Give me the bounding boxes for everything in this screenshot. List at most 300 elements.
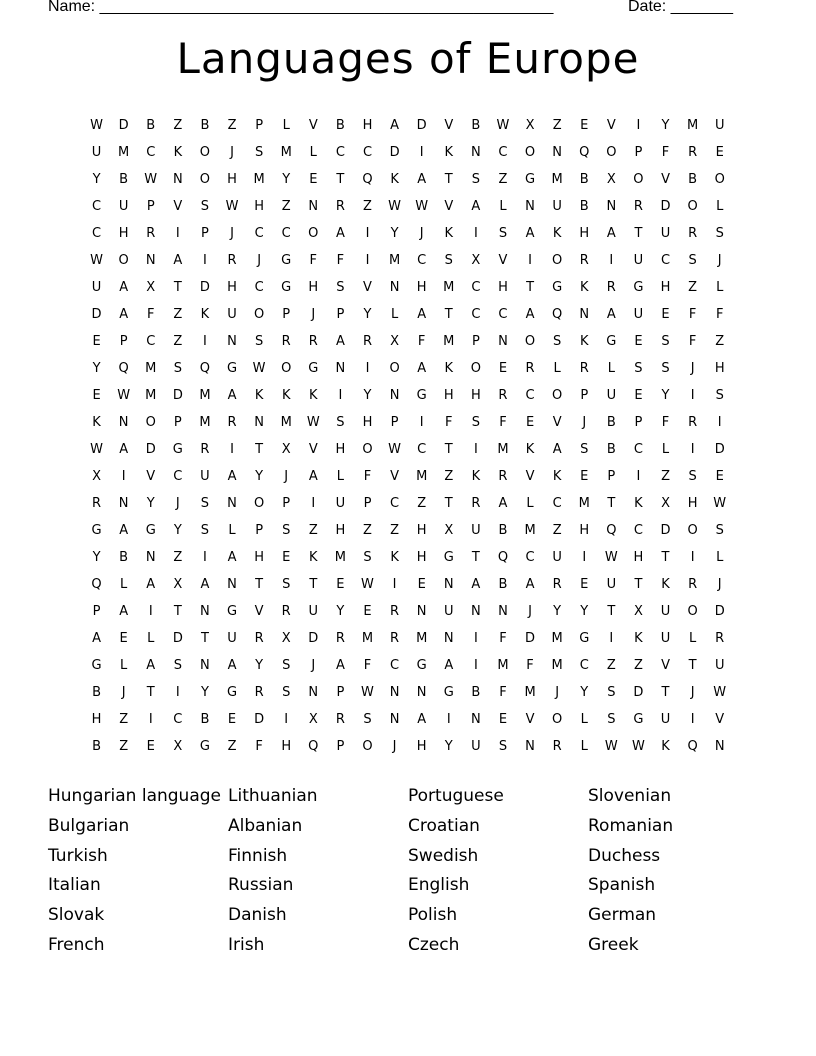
grid-letter[interactable]: Y: [255, 658, 264, 673]
grid-letter[interactable]: L: [309, 145, 317, 160]
grid-letter[interactable]: V: [715, 712, 725, 727]
grid-letter[interactable]: N: [389, 388, 400, 403]
grid-letter[interactable]: N: [470, 145, 481, 160]
grid-letter[interactable]: H: [335, 442, 346, 457]
grid-letter[interactable]: M: [551, 172, 563, 187]
grid-letter[interactable]: P: [119, 334, 128, 349]
grid-letter[interactable]: T: [661, 685, 670, 700]
grid-letter[interactable]: E: [92, 334, 101, 349]
grid-letter[interactable]: L: [553, 361, 561, 376]
grid-letter[interactable]: N: [443, 577, 454, 592]
grid-letter[interactable]: B: [471, 685, 481, 700]
grid-letter[interactable]: D: [172, 631, 183, 646]
grid-letter[interactable]: N: [498, 334, 508, 349]
grid-letter[interactable]: R: [525, 361, 535, 376]
grid-letter[interactable]: H: [416, 280, 427, 295]
grid-letter[interactable]: Y: [146, 496, 155, 511]
grid-letter[interactable]: S: [282, 523, 291, 538]
grid-letter[interactable]: Q: [199, 361, 211, 376]
grid-letter[interactable]: C: [254, 226, 264, 241]
grid-letter[interactable]: U: [606, 577, 617, 592]
grid-letter[interactable]: Z: [661, 469, 670, 484]
grid-letter[interactable]: I: [203, 550, 207, 565]
grid-letter[interactable]: A: [552, 442, 562, 457]
grid-letter[interactable]: S: [688, 253, 697, 268]
grid-letter[interactable]: E: [363, 604, 372, 619]
grid-letter[interactable]: H: [714, 361, 725, 376]
grid-letter[interactable]: C: [390, 658, 400, 673]
grid-letter[interactable]: H: [498, 280, 508, 295]
grid-letter[interactable]: J: [690, 361, 695, 376]
grid-letter[interactable]: D: [525, 631, 536, 646]
grid-letter[interactable]: C: [579, 658, 589, 673]
grid-letter[interactable]: E: [227, 712, 237, 727]
grid-letter[interactable]: A: [119, 604, 129, 619]
grid-letter[interactable]: K: [579, 334, 589, 349]
grid-letter[interactable]: R: [146, 226, 156, 241]
grid-letter[interactable]: Z: [688, 280, 698, 295]
grid-letter[interactable]: I: [121, 469, 126, 484]
grid-letter[interactable]: A: [335, 226, 345, 241]
grid-letter[interactable]: C: [254, 280, 264, 295]
grid-letter[interactable]: Y: [444, 739, 453, 754]
grid-letter[interactable]: O: [470, 361, 481, 376]
grid-letter[interactable]: I: [203, 253, 207, 268]
grid-letter[interactable]: J: [419, 226, 424, 241]
grid-letter[interactable]: I: [636, 469, 641, 484]
grid-letter[interactable]: Y: [282, 172, 291, 187]
grid-letter[interactable]: I: [690, 550, 695, 565]
grid-letter[interactable]: U: [91, 280, 102, 295]
grid-letter[interactable]: R: [200, 442, 210, 457]
grid-letter[interactable]: R: [281, 604, 291, 619]
grid-letter[interactable]: R: [498, 469, 508, 484]
grid-letter[interactable]: B: [146, 118, 156, 133]
grid-letter[interactable]: I: [690, 442, 695, 457]
grid-letter[interactable]: C: [281, 226, 291, 241]
grid-letter[interactable]: W: [415, 199, 429, 214]
grid-letter[interactable]: X: [281, 631, 291, 646]
grid-letter[interactable]: D: [199, 280, 210, 295]
date-field[interactable]: [628, 0, 733, 16]
grid-letter[interactable]: T: [309, 577, 318, 592]
grid-letter[interactable]: G: [145, 523, 156, 538]
grid-letter[interactable]: V: [173, 199, 183, 214]
grid-letter[interactable]: O: [606, 145, 617, 160]
grid-letter[interactable]: G: [606, 334, 617, 349]
grid-letter[interactable]: U: [444, 604, 454, 619]
grid-letter[interactable]: V: [363, 280, 372, 295]
grid-letter[interactable]: R: [227, 415, 237, 430]
grid-letter[interactable]: K: [661, 577, 670, 592]
grid-letter[interactable]: N: [200, 658, 210, 673]
grid-letter[interactable]: G: [443, 685, 454, 700]
grid-letter[interactable]: G: [91, 658, 102, 673]
grid-letter[interactable]: Z: [227, 739, 237, 754]
grid-letter[interactable]: A: [417, 361, 427, 376]
grid-letter[interactable]: M: [578, 496, 590, 511]
grid-letter[interactable]: W: [225, 199, 239, 214]
grid-letter[interactable]: W: [388, 442, 401, 457]
grid-letter[interactable]: D: [660, 199, 671, 214]
grid-letter[interactable]: N: [254, 415, 264, 430]
grid-letter[interactable]: P: [201, 226, 209, 241]
grid-letter[interactable]: R: [715, 631, 725, 646]
grid-letter[interactable]: W: [252, 361, 266, 376]
grid-letter[interactable]: C: [417, 253, 427, 268]
grid-letter[interactable]: A: [146, 658, 156, 673]
grid-letter[interactable]: S: [661, 361, 670, 376]
grid-letter[interactable]: C: [552, 496, 562, 511]
grid-letter[interactable]: V: [308, 118, 318, 133]
grid-letter[interactable]: M: [416, 631, 428, 646]
grid-letter[interactable]: K: [525, 442, 535, 457]
grid-letter[interactable]: L: [607, 361, 615, 376]
grid-letter[interactable]: S: [200, 523, 210, 538]
grid-letter[interactable]: Y: [336, 604, 345, 619]
grid-letter[interactable]: Z: [606, 658, 616, 673]
grid-letter[interactable]: S: [471, 172, 480, 187]
grid-letter[interactable]: L: [661, 442, 670, 457]
grid-letter[interactable]: B: [579, 172, 589, 187]
grid-letter[interactable]: L: [499, 199, 507, 214]
grid-letter[interactable]: I: [609, 253, 614, 268]
grid-letter[interactable]: R: [688, 577, 698, 592]
grid-letter[interactable]: A: [119, 280, 129, 295]
grid-letter[interactable]: C: [525, 550, 535, 565]
grid-letter[interactable]: C: [335, 145, 345, 160]
grid-letter[interactable]: J: [690, 685, 695, 700]
grid-letter[interactable]: R: [552, 739, 562, 754]
grid-letter[interactable]: I: [473, 442, 478, 457]
grid-letter[interactable]: N: [443, 631, 454, 646]
grid-letter[interactable]: S: [661, 334, 670, 349]
grid-letter[interactable]: L: [390, 307, 399, 322]
grid-letter[interactable]: P: [363, 496, 372, 511]
grid-letter[interactable]: M: [280, 415, 292, 430]
grid-letter[interactable]: W: [90, 253, 103, 268]
grid-letter[interactable]: Y: [363, 307, 372, 322]
grid-letter[interactable]: K: [390, 172, 399, 187]
grid-letter[interactable]: Q: [497, 550, 509, 565]
grid-letter[interactable]: A: [227, 469, 237, 484]
grid-letter[interactable]: Z: [308, 523, 318, 538]
grid-letter[interactable]: N: [335, 361, 346, 376]
grid-letter[interactable]: B: [92, 685, 101, 700]
grid-letter[interactable]: F: [688, 334, 697, 349]
grid-letter[interactable]: B: [688, 172, 698, 187]
grid-letter[interactable]: F: [499, 415, 507, 430]
grid-letter[interactable]: D: [308, 631, 319, 646]
grid-letter[interactable]: A: [119, 442, 129, 457]
grid-letter[interactable]: A: [525, 226, 535, 241]
grid-letter[interactable]: K: [444, 361, 454, 376]
grid-letter[interactable]: I: [609, 631, 614, 646]
grid-letter[interactable]: Z: [444, 469, 454, 484]
grid-letter[interactable]: B: [119, 172, 129, 187]
grid-letter[interactable]: Z: [173, 550, 183, 565]
grid-letter[interactable]: K: [309, 550, 318, 565]
grid-letter[interactable]: C: [498, 307, 508, 322]
grid-letter[interactable]: P: [255, 523, 264, 538]
grid-letter[interactable]: C: [471, 307, 481, 322]
grid-letter[interactable]: V: [525, 712, 535, 727]
grid-letter[interactable]: S: [607, 685, 616, 700]
grid-letter[interactable]: B: [92, 739, 101, 754]
grid-letter[interactable]: O: [253, 496, 265, 511]
grid-letter[interactable]: V: [308, 442, 318, 457]
grid-letter[interactable]: I: [636, 118, 641, 133]
grid-letter[interactable]: C: [633, 523, 643, 538]
grid-letter[interactable]: B: [200, 118, 210, 133]
grid-letter[interactable]: S: [444, 253, 453, 268]
grid-letter[interactable]: N: [470, 604, 481, 619]
grid-letter[interactable]: M: [551, 631, 563, 646]
grid-letter[interactable]: C: [173, 469, 183, 484]
grid-letter[interactable]: X: [661, 496, 670, 511]
grid-letter[interactable]: K: [552, 469, 562, 484]
grid-letter[interactable]: E: [498, 361, 508, 376]
grid-letter[interactable]: T: [661, 550, 670, 565]
grid-letter[interactable]: O: [362, 442, 373, 457]
grid-letter[interactable]: G: [226, 361, 238, 376]
grid-letter[interactable]: S: [715, 388, 724, 403]
grid-letter[interactable]: R: [281, 334, 291, 349]
grid-letter[interactable]: U: [200, 469, 210, 484]
grid-letter[interactable]: X: [606, 172, 616, 187]
grid-letter[interactable]: I: [392, 577, 397, 592]
grid-letter[interactable]: O: [199, 172, 211, 187]
grid-letter[interactable]: F: [363, 469, 372, 484]
grid-letter[interactable]: P: [634, 145, 643, 160]
grid-letter[interactable]: T: [634, 577, 643, 592]
grid-letter[interactable]: N: [606, 199, 617, 214]
grid-letter[interactable]: V: [525, 469, 535, 484]
grid-letter[interactable]: X: [390, 334, 400, 349]
grid-letter[interactable]: G: [443, 550, 454, 565]
grid-letter[interactable]: S: [498, 226, 508, 241]
grid-letter[interactable]: F: [499, 631, 507, 646]
grid-letter[interactable]: Z: [281, 199, 291, 214]
grid-letter[interactable]: S: [363, 550, 372, 565]
grid-letter[interactable]: H: [254, 199, 264, 214]
grid-letter[interactable]: Y: [200, 685, 209, 700]
grid-letter[interactable]: X: [92, 469, 101, 484]
grid-letter[interactable]: C: [146, 334, 156, 349]
grid-letter[interactable]: A: [417, 172, 427, 187]
grid-letter[interactable]: U: [227, 631, 237, 646]
grid-letter[interactable]: L: [580, 739, 588, 754]
grid-letter[interactable]: S: [173, 658, 182, 673]
grid-letter[interactable]: W: [604, 739, 618, 754]
grid-letter[interactable]: K: [200, 307, 210, 322]
grid-letter[interactable]: N: [118, 415, 129, 430]
grid-letter[interactable]: W: [117, 388, 131, 403]
grid-letter[interactable]: J: [717, 253, 722, 268]
grid-letter[interactable]: L: [716, 280, 724, 295]
grid-letter[interactable]: J: [175, 496, 180, 511]
grid-letter[interactable]: S: [553, 334, 562, 349]
grid-letter[interactable]: T: [444, 442, 453, 457]
grid-letter[interactable]: N: [389, 280, 400, 295]
grid-letter[interactable]: A: [227, 550, 237, 565]
grid-letter[interactable]: C: [362, 145, 373, 160]
grid-letter[interactable]: G: [416, 388, 427, 403]
grid-letter[interactable]: H: [443, 388, 454, 403]
grid-letter[interactable]: W: [713, 685, 727, 700]
grid-letter[interactable]: D: [91, 307, 102, 322]
grid-letter[interactable]: O: [118, 253, 129, 268]
grid-letter[interactable]: R: [552, 577, 562, 592]
grid-letter[interactable]: N: [498, 604, 508, 619]
grid-letter[interactable]: E: [498, 712, 508, 727]
grid-letter[interactable]: N: [416, 685, 427, 700]
grid-letter[interactable]: A: [146, 577, 156, 592]
grid-letter[interactable]: J: [230, 145, 234, 160]
grid-letter[interactable]: I: [717, 415, 722, 430]
grid-letter[interactable]: M: [361, 631, 374, 646]
grid-letter[interactable]: I: [690, 712, 695, 727]
grid-letter[interactable]: W: [90, 442, 103, 457]
grid-letter[interactable]: T: [444, 172, 453, 187]
grid-letter[interactable]: R: [579, 361, 589, 376]
grid-letter[interactable]: J: [717, 577, 722, 592]
grid-letter[interactable]: S: [282, 577, 291, 592]
grid-letter[interactable]: F: [445, 415, 453, 430]
grid-letter[interactable]: E: [282, 550, 291, 565]
grid-letter[interactable]: C: [417, 442, 427, 457]
grid-letter[interactable]: Z: [173, 307, 183, 322]
grid-letter[interactable]: U: [633, 307, 644, 322]
grid-letter[interactable]: D: [714, 442, 725, 457]
grid-letter[interactable]: P: [173, 415, 182, 430]
grid-letter[interactable]: M: [524, 685, 536, 700]
grid-letter[interactable]: F: [336, 253, 345, 268]
grid-letter[interactable]: Y: [580, 685, 589, 700]
grid-letter[interactable]: S: [607, 712, 616, 727]
grid-letter[interactable]: R: [633, 199, 643, 214]
grid-letter[interactable]: H: [227, 280, 237, 295]
grid-letter[interactable]: R: [498, 388, 508, 403]
grid-letter[interactable]: G: [281, 280, 292, 295]
grid-letter[interactable]: U: [471, 523, 481, 538]
grid-letter[interactable]: B: [200, 712, 210, 727]
grid-letter[interactable]: M: [280, 145, 292, 160]
grid-letter[interactable]: R: [254, 631, 264, 646]
grid-letter[interactable]: A: [498, 496, 508, 511]
grid-letter[interactable]: G: [416, 658, 427, 673]
grid-letter[interactable]: G: [633, 280, 644, 295]
grid-letter[interactable]: D: [660, 523, 671, 538]
grid-letter[interactable]: W: [361, 577, 374, 592]
grid-letter[interactable]: J: [555, 685, 560, 700]
grid-letter[interactable]: Z: [633, 658, 643, 673]
grid-letter[interactable]: H: [362, 415, 373, 430]
grid-letter[interactable]: N: [227, 496, 237, 511]
grid-letter[interactable]: E: [525, 415, 535, 430]
grid-letter[interactable]: N: [552, 145, 562, 160]
grid-letter[interactable]: Y: [553, 604, 562, 619]
grid-letter[interactable]: U: [660, 604, 671, 619]
grid-letter[interactable]: F: [661, 145, 670, 160]
grid-letter[interactable]: Z: [227, 118, 237, 133]
grid-letter[interactable]: S: [254, 145, 264, 160]
grid-letter[interactable]: O: [281, 361, 292, 376]
grid-letter[interactable]: N: [470, 712, 481, 727]
grid-letter[interactable]: U: [660, 226, 671, 241]
grid-letter[interactable]: M: [443, 280, 455, 295]
grid-letter[interactable]: A: [390, 118, 400, 133]
grid-letter[interactable]: T: [688, 658, 697, 673]
grid-letter[interactable]: D: [172, 388, 183, 403]
grid-letter[interactable]: J: [121, 685, 126, 700]
grid-letter[interactable]: Q: [579, 145, 590, 160]
grid-letter[interactable]: F: [688, 307, 697, 322]
grid-letter[interactable]: H: [687, 496, 698, 511]
grid-letter[interactable]: O: [552, 712, 563, 727]
grid-letter[interactable]: W: [631, 739, 645, 754]
grid-letter[interactable]: A: [173, 253, 183, 268]
grid-letter[interactable]: E: [715, 145, 724, 160]
grid-letter[interactable]: Z: [119, 712, 129, 727]
grid-letter[interactable]: W: [604, 550, 618, 565]
grid-letter[interactable]: S: [282, 685, 291, 700]
grid-letter[interactable]: O: [253, 307, 265, 322]
grid-letter[interactable]: J: [528, 604, 532, 619]
grid-letter[interactable]: A: [417, 712, 427, 727]
grid-letter[interactable]: N: [145, 550, 156, 565]
grid-letter[interactable]: K: [552, 226, 562, 241]
grid-letter[interactable]: S: [282, 658, 291, 673]
grid-letter[interactable]: S: [634, 361, 643, 376]
grid-letter[interactable]: N: [227, 334, 237, 349]
grid-letter[interactable]: N: [416, 604, 427, 619]
grid-letter[interactable]: M: [199, 415, 211, 430]
grid-letter[interactable]: F: [146, 307, 155, 322]
grid-letter[interactable]: D: [389, 145, 400, 160]
grid-letter[interactable]: P: [282, 496, 291, 511]
grid-letter[interactable]: R: [606, 280, 616, 295]
grid-letter[interactable]: N: [308, 199, 319, 214]
grid-letter[interactable]: E: [715, 469, 724, 484]
grid-letter[interactable]: L: [120, 577, 128, 592]
grid-letter[interactable]: G: [552, 280, 563, 295]
grid-letter[interactable]: V: [390, 469, 400, 484]
grid-letter[interactable]: P: [336, 739, 345, 754]
grid-letter[interactable]: R: [688, 415, 698, 430]
grid-letter[interactable]: M: [199, 388, 211, 403]
grid-letter[interactable]: K: [661, 739, 670, 754]
grid-letter[interactable]: T: [173, 604, 182, 619]
grid-letter[interactable]: I: [419, 415, 424, 430]
grid-letter[interactable]: W: [713, 496, 727, 511]
grid-letter[interactable]: I: [365, 226, 370, 241]
grid-letter[interactable]: H: [91, 712, 102, 727]
grid-letter[interactable]: T: [146, 685, 155, 700]
grid-letter[interactable]: C: [92, 199, 102, 214]
grid-letter[interactable]: E: [417, 577, 426, 592]
grid-letter[interactable]: O: [524, 145, 536, 160]
grid-letter[interactable]: P: [471, 334, 480, 349]
grid-letter[interactable]: I: [690, 388, 695, 403]
grid-letter[interactable]: R: [92, 496, 102, 511]
grid-letter[interactable]: K: [173, 145, 183, 160]
grid-letter[interactable]: S: [715, 523, 724, 538]
grid-letter[interactable]: S: [336, 280, 345, 295]
grid-letter[interactable]: U: [660, 712, 671, 727]
grid-letter[interactable]: G: [579, 631, 590, 646]
grid-letter[interactable]: Z: [363, 199, 372, 214]
